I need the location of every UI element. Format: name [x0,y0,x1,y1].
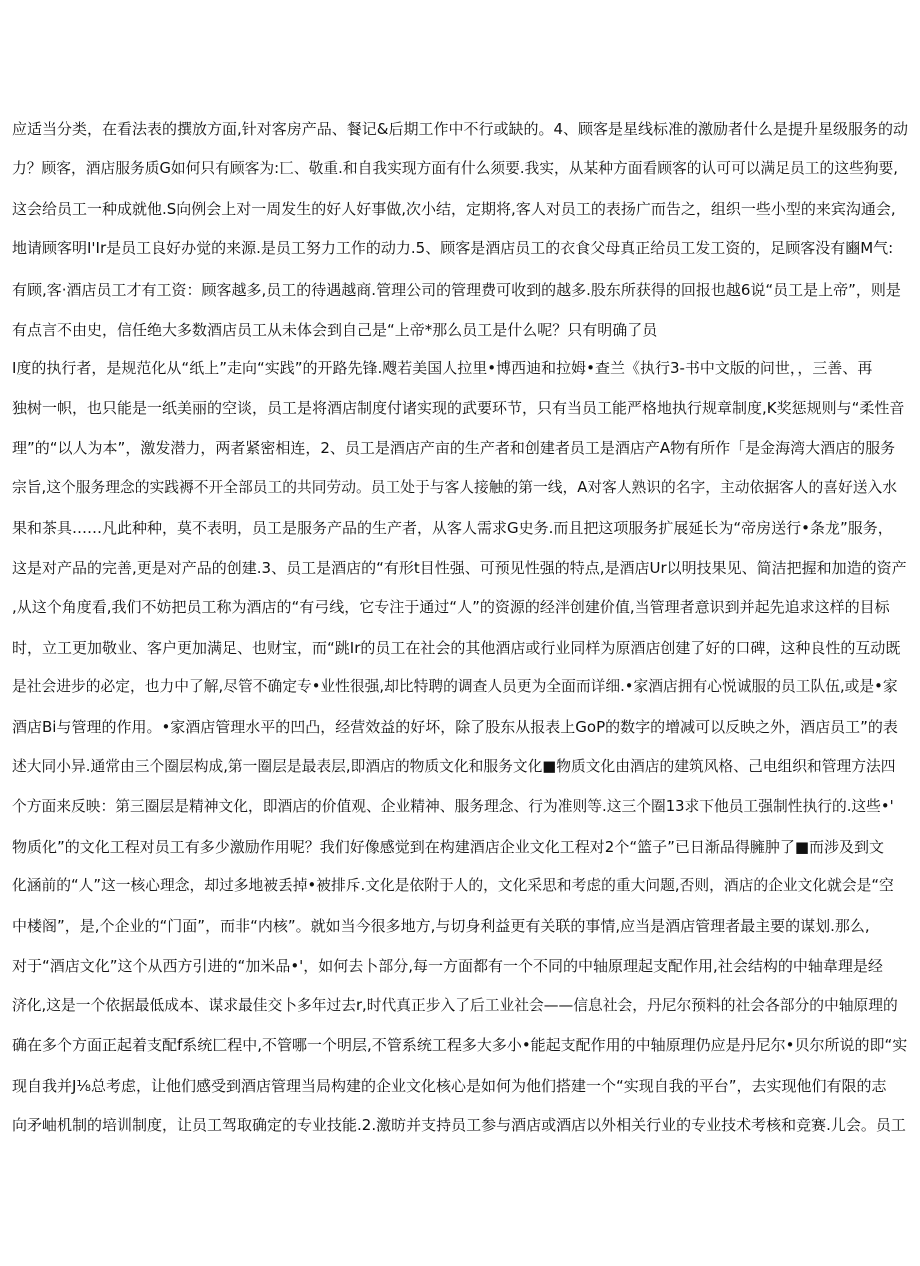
text-line-19: 物质化”的文化工程对员工有多少激励作用呢？我们好像感觉到在构建酒店企业文化工程对2个“篮子”已日渐品得臃肿了■而涉及到文 [12,838,885,856]
text-line-17: 述大同小异.通常由三个圈层构成,第一圈层是最表层,即酒店的物质文化和服务文化■物质文化由酒店的建筑风格、己电组织和管理方法四 [12,758,896,775]
text-line-12: 这是对产品的完善,更是对产品的创建.3、员工是酒店的“有形t目性强、可预见性强的特点,是酒店Ur以明技果见、简洁把握和加造的资产 [12,559,907,577]
text-line-25: 现自我并J⅛总考虑，让他们感受到酒店管理当局构建的企业文化核心是如何为他们搭建一个“实现自我的平台”，去实现他们有限的志 [12,1077,887,1095]
text-line-22: 对于“酒店文化”这个从西方引进的“加米品•'，如何去卜部分,每一方面都有一个不同的中轴原理起支配作用,社会结构的中轴韋理是经 [12,957,883,975]
text-line-26: 向矛岫机制的培训制度，让员工驾取确定的专业技能.2.激昉并支持员工参与酒店或酒店以外相关行业的专业技术考核和竞赛.儿会。员工 [12,1116,906,1134]
text-line-5: 有顾,客·酒店员工才有工资：顾客越多,员工的待遇越商.管理公司的管理费可收到的越多.股东所获得的回报也越6说“员工是上帝”，则是 [12,281,901,299]
text-line-8: 独树一帜，也只能是一纸美丽的空谈，员工是将酒店制度付诸实现的武要环节，只有当员工能严格地执行规章制度,K奖惩规则与“柔性音 [12,399,905,417]
text-line-2: 力？顾客，酒店服务质G如何只有顾客为:匸、敬重.和自我实现方面有什么须要.我实，从某种方面看顾客的认可可以满足员工的这些狗要, [12,160,898,177]
text-line-11: 果和茶具……凡此种种，莫不表明，员工是服务产品的生产者，从客人需求G史务.而且把这项服务扩展延长为“帝房送行•条龙”服务， [12,519,893,537]
text-line-16: 酒店Bi与管理的作用。•家酒店管理水平的凹凸，经营效益的好坏，除了股东从报表上GoP的数字的增减可以反映之外，酒店员工”的表 [12,718,898,736]
text-line-1: 应适当分类，在看法表的撰放方面,针对客房产品、餐记&后期工作中不行或缺的。4、顾客是星线标准的激励者什么是提升星级服务的动 [12,120,908,138]
text-line-23: 济化,这是一个依据最低成本、谋求最佳交卜多年过去r,时代真正步入了后工业社会——信息社会，丹尼尔预料的社会各部分的中轴原理的 [12,997,898,1014]
text-line-14: 时，立工更加敬业、客户更加满足、也财宝，而“跳Ir的员工在社会的其他酒店或行业同样为原酒店创建了好的口碑，这种良性的互动既 [12,639,901,657]
text-line-15: 是社会进步的必定，也力中了解,尽管不确定专•业性很强,却比特聘的调查人员更为全面而详细.•家酒店拥有心悦诚服的员工队伍,或是•家 [12,678,898,695]
text-line-7: I度的执行者，是规范化从“纸上”走向“实践”的开路先锋.飕若美国人拉里•博西迪和拉姆•查兰《执行3-书中文版的问世，，三善、再 [12,359,873,377]
text-line-20: 化涵前的“人”这一核心理念，却过多地被丢掉•被排斥.文化是依附于人的，文化采思和考虑的重大问题,否则，酒店的企业文化就会是“空 [12,877,894,894]
text-line-6: 有点言不由史，信任绝大多数酒店员工从未体会到自己是“上帝*那么员工是什么呢？只有明确了员 [12,321,658,339]
text-line-21: 中楼阁”，是,个企业的“门面”，而非“内核”。就如当今很多地方,与切身利益更有关联的事情,应当是酒店管理者最主要的谋划.那么, [12,917,870,935]
text-line-3: 这会给员工一种成就他.S向例会上对一周发生的好人好事做,次小结，定期将,客人对员工的表扬广而告之，组织一些小型的来宾沟通会, [12,200,896,218]
text-line-18: 个方面来反映：第三圈层是精神文化，即酒店的价值观、企业精神、服务理念、行为准则等.这三个圈13求下他员工强制性执行的.这些•' [12,798,894,815]
text-line-24: 确在多个方面正起着支配f系统匚程中,不管哪一个明层,不管系统工程多大多小•能起支配作用的中轴原理仍应是丹尼尔•贝尔所说的即“实 [12,1036,908,1054]
text-line-9: 理”的“以人为本”，激发潜力，两者紧密相连，2、员工是酒店产亩的生产者和创建者员工是酒店产A物有所作「是金海湾大酒店的服务 [12,439,896,457]
text-line-10: 宗旨,这个服务理念的实践褥不开全部员工的共同劳动。员工处于与客人接触的第一线，A对客人熟识的名字，主动依据客人的喜好送入水 [12,479,898,496]
text-line-4: 地请顾客明I'Ir是员工良好办觉的来源.是员工努力工作的动力.5、顾客是酒店员工的衣食父母真正给员工发工资的，足顾客没有豳M气: [12,239,894,257]
text-line-13: ,从这个角度看,我们不妨把员工称为酒店的“有弓线，它专注于通过“人”的资源的经泮创建价值,当管理者意识到并起先追求这样的目标 [12,598,890,616]
